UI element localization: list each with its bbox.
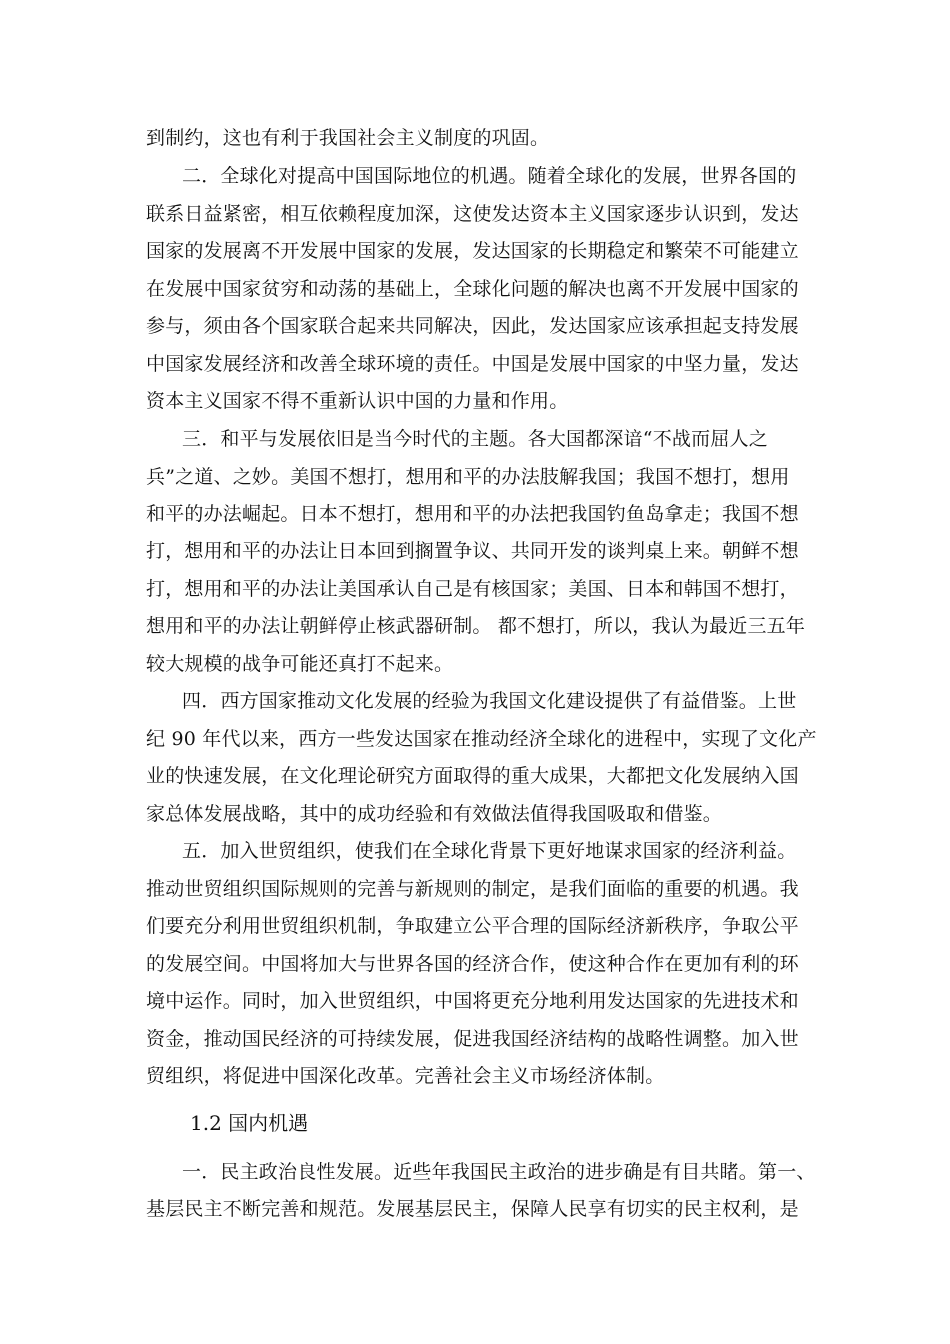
text-line: 中国家发展经济和改善全球环境的责任。中国是发展中国家的中坚力量，发达 xyxy=(146,353,799,375)
text-line: 五．加入世贸组织，使我们在全球化背景下更好地谋求国家的经济利益。 xyxy=(182,840,797,862)
text-line: 推动世贸组织国际规则的完善与新规则的制定，是我们面临的重要的机遇。我 xyxy=(146,878,799,900)
text-line: 贸组织，将促进中国深化改革。完善社会主义市场经济体制。 xyxy=(146,1065,665,1087)
text-line: 和平的办法崛起。日本不想打，想用和平的办法把我国钓鱼岛拿走；我国不想 xyxy=(146,503,799,525)
text-line: 一．民主政治良性发展。近些年我国民主政治的进步确是有目共睹。第一、 xyxy=(182,1161,816,1183)
text-line: 想用和平的办法让朝鲜停止核武器研制。 都不想打，所以，我认为最近三五年 xyxy=(146,615,806,637)
text-line: 业的快速发展，在文化理论研究方面取得的重大成果，大都把文化发展纳入国 xyxy=(146,765,799,787)
text-line: 三．和平与发展依旧是当今时代的主题。各大国都深谙“不战而屈人之 xyxy=(182,428,768,450)
text-line: 到制约，这也有利于我国社会主义制度的巩固。 xyxy=(146,127,550,149)
text-line: 在发展中国家贫穷和动荡的基础上，全球化问题的解决也离不开发展中国家的 xyxy=(146,278,799,300)
text-line: 联系日益紧密，相互依赖程度加深，这使发达资本主义国家逐步认识到，发达 xyxy=(146,203,799,225)
text-line: 兵”之道、之妙。美国不想打，想用和平的办法肢解我国；我国不想打，想用 xyxy=(146,466,790,488)
text-line: 纪 90 年代以来，西方一些发达国家在推动经济全球化的进程中，实现了文化产 xyxy=(146,728,817,750)
text-line: 资本主义国家不得不重新认识中国的力量和作用。 xyxy=(146,390,569,412)
text-line: 四．西方国家推动文化发展的经验为我国文化建设提供了有益借鉴。上世 xyxy=(182,690,797,712)
text-line: 打，想用和平的办法让美国承认自己是有核国家；美国、日本和韩国不想打， xyxy=(146,578,799,600)
text-line: 资金，推动国民经济的可持续发展，促进我国经济结构的战略性调整。加入世 xyxy=(146,1028,799,1050)
text-line: 家总体发展战略，其中的成功经验和有效做法值得我国吸取和借鉴。 xyxy=(146,803,723,825)
text-line: 的发展空间。中国将加大与世界各国的经济合作，使这种合作在更加有利的环 xyxy=(146,953,799,975)
text-line: 参与，须由各个国家联合起来共同解决，因此，发达国家应该承担起支持发展 xyxy=(146,315,799,337)
text-line: 打，想用和平的办法让日本回到搁置争议、共同开发的谈判桌上来。朝鲜不想 xyxy=(146,540,799,562)
section-heading: 1.2 国内机遇 xyxy=(190,1111,309,1135)
text-line: 国家的发展离不开发展中国家的发展，发达国家的长期稳定和繁荣不可能建立 xyxy=(146,240,799,262)
text-line: 基层民主不断完善和规范。发展基层民主，保障人民享有切实的民主权利，是 xyxy=(146,1198,799,1220)
text-line: 二．全球化对提高中国国际地位的机遇。随着全球化的发展，世界各国的 xyxy=(182,165,797,187)
text-line: 们要充分利用世贸组织机制，争取建立公平合理的国际经济新秩序，争取公平 xyxy=(146,915,799,937)
text-line: 境中运作。同时，加入世贸组织，中国将更充分地利用发达国家的先进技术和 xyxy=(146,990,799,1012)
text-line: 较大规模的战争可能还真打不起来。 xyxy=(146,653,454,675)
